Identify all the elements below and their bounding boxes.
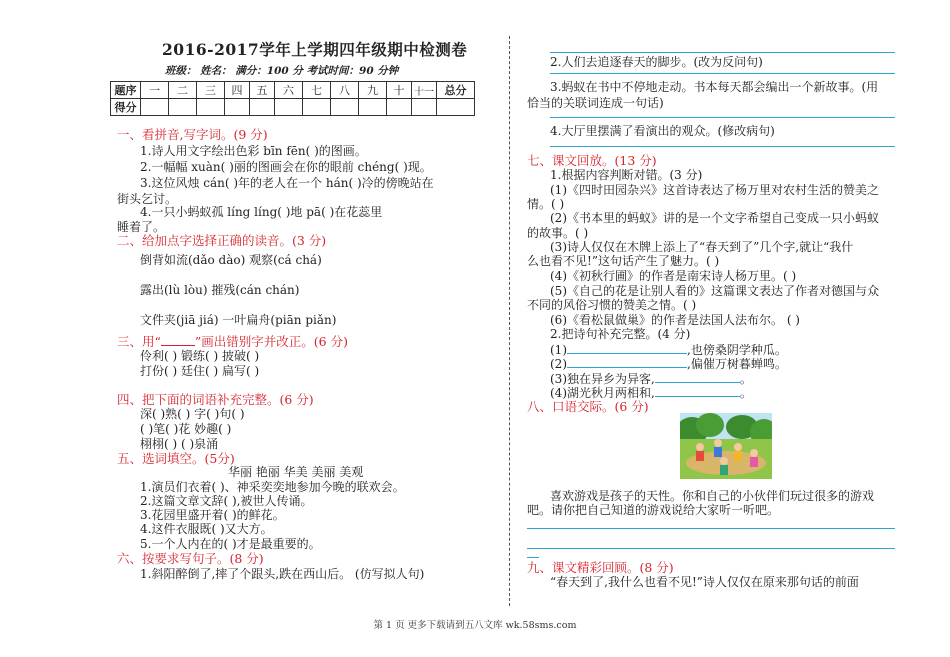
poem-fill-2 [550,356,787,372]
poem-fill-prefix: (2) [550,357,567,371]
section-8-title: 八、口语交际。(6 分) [527,399,649,414]
score-cell: 得分 [111,99,141,116]
score-cell: 五 [250,82,275,99]
section-3-suffix: ”画出错别字并改正。(6 分) [194,334,348,349]
score-cell: 二 [169,82,197,99]
answer-line[interactable] [550,117,895,118]
score-cell: 一 [141,82,169,99]
underline-sample [161,334,195,346]
score-cell: 十一 [412,82,437,99]
column-divider [509,36,510,606]
answer-line[interactable] [527,528,895,529]
score-blank[interactable] [250,99,275,116]
question-line: 伶利( ) 锻练( ) 披破( ) [140,349,260,363]
question-line: 栩栩( ) ( )泉涌 [140,437,219,451]
question-line: 2.一幅幅 xuàn( )丽的图画会在你的眼前 chéng( )现。 [140,160,432,174]
section-3-prefix: 三、用“ [117,334,161,349]
question-line: 恰当的关联词连成一句话) [527,96,664,110]
section-9-title: 九、课文精彩回顾。(8 分) [527,560,674,575]
score-blank[interactable] [331,99,359,116]
question-line: 1.斜阳醉倒了,摔了个跟头,跌在西山后。 (仿写拟人句) [140,567,425,581]
score-cell: 四 [225,82,250,99]
answer-line[interactable] [550,52,895,53]
fill-blank[interactable] [655,371,740,383]
fill-blank[interactable] [567,356,687,368]
page-footer: 第 1 页 更多下载请到五八文库 wk.58sms.com [373,620,577,631]
poem-fill-prefix: (4)湖光秋月两相和, [550,386,655,400]
question-line: 3.花园里盛开着( )的鲜花。 [140,508,285,522]
score-cell: 题序 [111,82,141,99]
question-line: 情。( ) [527,197,565,211]
score-blank[interactable] [437,99,475,116]
question-line: ( )笔( )花 妙趣( ) [140,422,232,436]
question-line: 打份( ) 廷住( ) 扁写( ) [140,364,260,378]
question-line: 5.一个人内在的( )才是最重要的。 [140,537,321,551]
score-cell: 总分 [437,82,475,99]
question-line: 文件夹(jiā jiá) 一叶扁舟(piān piǎn) [140,313,337,327]
score-blank[interactable] [197,99,225,116]
score-cell: 六 [275,82,303,99]
section-5-title: 五、选词填空。(5分) [117,451,235,466]
question-line: (2)《书本里的蚂蚁》讲的是一个文字希望自己变成一只小蚂蚁 [550,211,880,225]
score-table [110,81,475,116]
score-cell: 九 [359,82,387,99]
score-cell: 十 [387,82,412,99]
section-6-title: 六、按要求写句子。(8 分) [117,551,264,566]
score-blank[interactable] [303,99,331,116]
page-title: 2016-2017学年上学期四年级期中检测卷 [162,40,468,59]
question-line: 的故事。( ) [527,226,589,240]
section-3-title [117,334,348,349]
score-table-header-row [111,82,475,99]
poem-fill-suffix: 。 [739,372,752,386]
score-blank[interactable] [225,99,250,116]
score-cell: 七 [303,82,331,99]
poem-fill-prefix: (3)独在异乡为异客, [550,372,655,386]
question-line: (6)《看松鼠做巢》的作者是法国人法布尔。 ( ) [550,313,800,327]
score-cell: 八 [331,82,359,99]
question-line: 3.这位风烛 cán( )年的老人在一个 hán( )冷的傍晚站在 [140,176,434,190]
question-line: 4.这件衣服既( )又大方。 [140,522,273,536]
answer-line[interactable] [550,146,895,147]
score-blank[interactable] [412,99,437,116]
exam-info: 班级： 姓名： 满分：100 分 考试时间：90 分钟 [165,65,399,77]
question-line: 3.蚂蚁在书中不停地走动。书本每天都会编出一个新故事。(用 [550,80,879,94]
answer-line[interactable] [550,73,895,74]
score-blank[interactable] [387,99,412,116]
section-2-title: 二、给加点字选择正确的读音。(3 分) [117,233,327,248]
question-line: 么也看不见!”这句话产生了魅力。( ) [527,254,720,268]
question-line: 2.这篇文章文辞( ),被世人传诵。 [140,494,313,508]
question-line: 露出(lù lòu) 摧残(cán chán) [140,283,300,297]
question-line: 1.根据内容判断对错。(3 分) [550,168,703,182]
question-line: (4)《初秋行圃》的作者是南宋诗人杨万里。( ) [550,269,797,283]
paragraph-line: 吧。请你把自己知道的游戏说给大家听一听吧。 [527,503,780,517]
score-blank[interactable] [169,99,197,116]
question-line: 2.把诗句补充完整。(4 分) [550,327,691,341]
question-line: (3)诗人仅仅在木牌上添上了“春天到了”几个字,就让“我什 [550,240,854,254]
question-line: 街头乞讨。 [117,192,178,206]
score-blank[interactable] [141,99,169,116]
paragraph-line: “春天到了,我什么也看不见!”诗人仅仅在原来那句话的前面 [550,575,859,589]
question-line: 深( )熟( ) 字( )句( ) [140,407,245,421]
answer-line[interactable] [527,557,539,558]
question-line: 4.一只小蚂蚁孤 líng líng( )地 pā( )在花蕊里 [140,205,383,219]
fill-blank[interactable] [567,342,687,354]
section-7-title: 七、课文回放。(13 分) [527,153,657,168]
question-line: 4.大厅里摆满了看演出的观众。(修改病句) [550,124,775,138]
question-line: 1.诗人用文字绘出色彩 bīn fēn( )的图画。 [140,144,367,158]
fill-blank[interactable] [655,385,740,397]
paragraph-line: 喜欢游戏是孩子的天性。你和自己的小伙伴们玩过很多的游戏 [550,489,875,503]
section-1-title: 一、看拼音,写字词。(9 分) [117,127,268,142]
question-line: (5)《自己的花是让别人看的》这篇课文表达了作者对德国与众 [550,284,880,298]
score-table-score-row [111,99,475,116]
question-line: 倒背如流(dǎo dào) 观察(cá chá) [140,253,322,267]
section-4-title: 四、把下面的词语补充完整。(6 分) [117,392,314,407]
question-line: 2.人们去追逐春天的脚步。(改为反问句) [550,55,763,69]
children-playing-illustration [680,413,772,479]
question-line: (1)《四时田园杂兴》这首诗表达了杨万里对农村生活的赞美之 [550,183,880,197]
poem-fill-suffix: ,也傍桑阴学种瓜。 [687,343,787,357]
question-line: 不同的风俗习惯的赞美之情。( ) [527,298,697,312]
score-cell: 三 [197,82,225,99]
poem-fill-suffix: ,偏催万树暮蝉鸣。 [687,357,787,371]
poem-fill-prefix: (1) [550,343,567,357]
score-blank[interactable] [359,99,387,116]
question-line: 1.演员们衣着( )、神采奕奕地参加今晚的联欢会。 [140,480,405,494]
word-bank: 华丽 艳丽 华美 美丽 美观 [228,465,364,479]
question-line: 睡着了。 [117,220,166,234]
score-blank[interactable] [275,99,303,116]
poem-fill-suffix: 。 [739,386,752,400]
answer-line[interactable] [527,548,895,549]
